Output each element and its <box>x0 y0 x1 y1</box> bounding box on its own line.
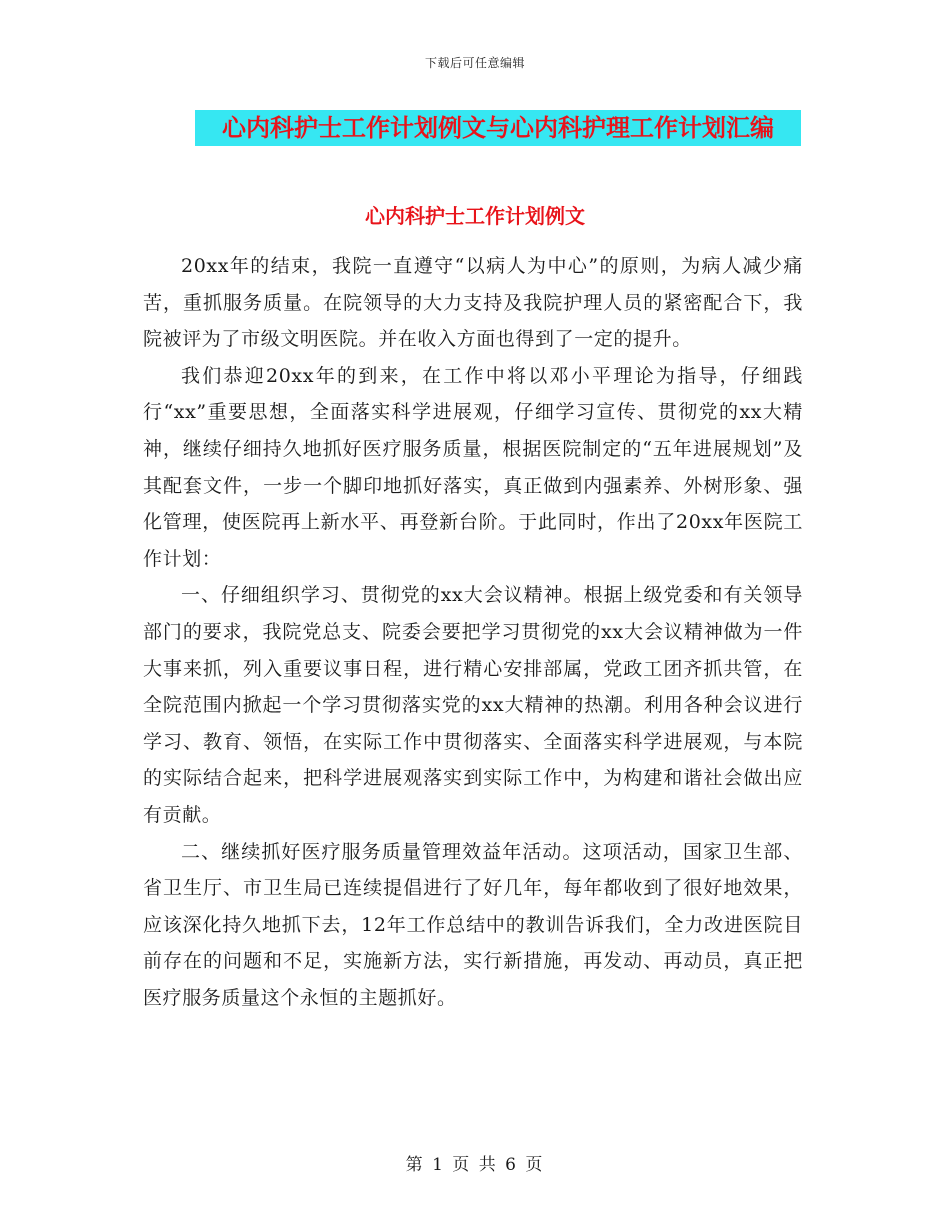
paragraph: 我们恭迎20xx年的到来，在工作中将以邓小平理论为指导，仔细践行“xx”重要思想，全面落实科学进展观，仔细学习宣传、贯彻党的xx大精神，继续仔细持久地抓好医疗服务质量，根据医院制定的“五年进展规划”及其配套文件，一步一个脚印地抓好落实，真正做到内强素养、外树形象、强化管理，使医院再上新水平、再登新台阶。于此同时，作出了20xx年医院工作计划： <box>143 364 803 570</box>
paragraph: 二、继续抓好医疗服务质量管理效益年活动。这项活动，国家卫生部、省卫生厅、市卫生局已连续提倡进行了好几年，每年都收到了很好地效果，应该深化持久地抓下去，12年工作总结中的教训告诉我们，全力改进医院目前存在的问题和不足，实施新方法，实行新措施，再发动、再动员，真正把医疗服务质量这个永恒的主题抓好。 <box>143 840 803 1009</box>
paragraph: 一、仔细组织学习、贯彻党的xx大会议精神。根据上级党委和有关领导部门的要求，我院党总支、院委会要把学习贯彻党的xx大会议精神做为一件大事来抓，列入重要议事日程，进行精心安排部属，党政工团齐抓共管，在全院范围内掀起一个学习贯彻落实党的xx大精神的热潮。利用各种会议进行学习、教育、领悟，在实际工作中贯彻落实、全面落实科学进展观，与本院的实际结合起来，把科学进展观落实到实际工作中，为构建和谐社会做出应有贡献。 <box>143 584 803 826</box>
header-note: 下载后可任意编辑 <box>424 56 525 70</box>
paragraph: 20xx年的结束，我院一直遵守“以病人为中心”的原则，为病人减少痛苦，重抓服务质量。在院领导的大力支持及我院护理人员的紧密配合下，我院被评为了市级文明医院。并在收入方面也得到了一定的提升。 <box>143 255 803 351</box>
document-body <box>143 248 803 1016</box>
document-title: 心内科护士工作计划例文与心内科护理工作计划汇编 <box>195 110 801 146</box>
page-footer: 第 1 页 共 6 页 <box>405 1155 545 1175</box>
section-title: 心内科护士工作计划例文 <box>365 204 585 228</box>
